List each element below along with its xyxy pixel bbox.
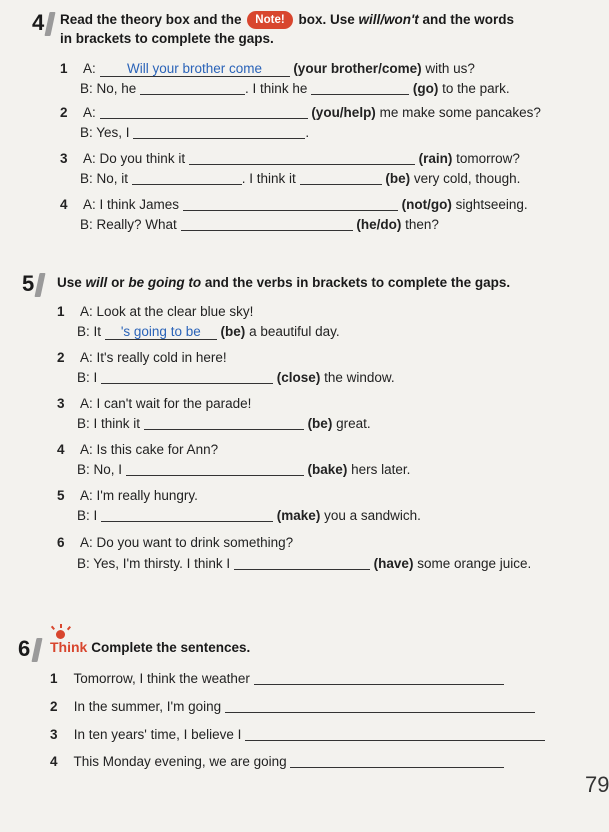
answer-gap[interactable]: 's going to be (105, 324, 217, 340)
ex6-item1 (50, 670, 504, 688)
item-number: 4 (50, 754, 58, 769)
item-number: 2 (57, 350, 65, 365)
answer-gap[interactable] (100, 105, 308, 119)
cue-text: (have) (373, 556, 414, 571)
instr-text: or (111, 275, 125, 290)
item-number: 2 (60, 105, 68, 120)
line-text: B: No, I (77, 462, 123, 477)
line-text: me make some pancakes? (379, 105, 541, 120)
line-text: A: Look at the clear blue sky! (80, 304, 254, 319)
line-text: some orange juice. (417, 556, 532, 571)
line-text: B: Yes, I'm thirsty. I think I (77, 556, 231, 571)
ex5-item4-line-b (77, 461, 410, 479)
ex4-item3-line-a (60, 150, 520, 168)
answer-gap[interactable] (245, 727, 545, 741)
item-number: 5 (57, 488, 65, 503)
line-text: A: Do you want to drink something? (80, 535, 294, 550)
answer-gap[interactable] (189, 151, 415, 165)
line-text: A: (83, 61, 96, 76)
line-text: then? (405, 217, 439, 232)
answer-gap[interactable] (300, 171, 382, 185)
exercise-4-number: 4 (32, 10, 45, 35)
cue-text: (be) (220, 324, 246, 339)
item-number: 2 (50, 699, 58, 714)
exercise-4-bar (44, 12, 55, 36)
cue-text: (your brother/come) (293, 61, 422, 76)
line-text: B: It (77, 324, 102, 339)
bulb-ray (51, 626, 55, 630)
cue-text: (be) (307, 416, 333, 431)
cue-text: (close) (276, 370, 321, 385)
answer-gap[interactable] (183, 197, 398, 211)
ex5-item6-line-a (57, 534, 293, 552)
item-number: 3 (50, 727, 58, 742)
line-text: In ten years' time, I believe I (73, 727, 242, 742)
ex5-item6-line-b (77, 555, 531, 573)
ex5-item5-line-a (57, 487, 198, 505)
item-number: 3 (57, 396, 65, 411)
instr-emphasis: be going to (128, 275, 202, 290)
ex5-item4-line-a (57, 441, 218, 459)
exercise-6-instructions (50, 638, 550, 657)
instr-text: and the words (422, 12, 514, 27)
line-text: A: I think James (83, 197, 180, 212)
instr-text: Read the theory box and the (60, 12, 242, 27)
instr-text: in brackets to complete the gaps. (60, 31, 274, 46)
answer-gap[interactable] (140, 81, 245, 95)
item-number: 4 (57, 442, 65, 457)
answer-gap[interactable] (234, 556, 370, 570)
line-text: sightseeing. (455, 197, 528, 212)
exercise-5-bar (34, 273, 45, 297)
answer-gap[interactable] (144, 416, 304, 430)
ex5-item1-line-b (77, 323, 340, 341)
exercise-4-instructions (60, 10, 590, 48)
line-text: with us? (425, 61, 475, 76)
ex5-item1-line-a (57, 303, 253, 321)
exercise-6-number: 6 (18, 636, 31, 661)
line-text: B: Really? What (80, 217, 177, 232)
ex5-item5-line-b (77, 507, 421, 525)
instr-text: and the verbs in brackets to complete the gaps. (204, 275, 511, 290)
line-text: B: I think it (77, 416, 141, 431)
answer-gap[interactable] (311, 81, 409, 95)
line-text: great. (336, 416, 371, 431)
ex5-item3-line-b (77, 415, 371, 433)
answer-gap[interactable] (101, 508, 273, 522)
line-text: the window. (324, 370, 395, 385)
line-text: B: Yes, I (80, 125, 130, 140)
exercise-5-instructions (57, 273, 597, 292)
answer-gap[interactable] (290, 754, 504, 768)
answer-gap[interactable] (101, 370, 273, 384)
answer-gap[interactable] (225, 699, 535, 713)
ex6-item4 (50, 753, 504, 771)
line-text: tomorrow? (456, 151, 520, 166)
line-text: A: I can't wait for the parade! (80, 396, 252, 411)
answer-gap[interactable] (133, 125, 305, 139)
line-text: A: I'm really hungry. (80, 488, 198, 503)
bulb-ray (60, 624, 62, 628)
ex5-item2-line-b (77, 369, 395, 387)
think-logo (50, 639, 91, 655)
instr-text: box. Use (298, 12, 355, 27)
cue-text: (go) (412, 81, 439, 96)
line-text: . (305, 125, 310, 140)
answer-gap[interactable] (126, 462, 304, 476)
instr-text: Use (57, 275, 82, 290)
ex4-item3-line-b (80, 170, 520, 188)
cue-text: (be) (385, 171, 411, 186)
exercise-5-number: 5 (22, 271, 35, 296)
instr-emphasis: will/won't (358, 12, 419, 27)
ex4-item2-line-a (60, 104, 541, 122)
item-number: 1 (57, 304, 65, 319)
cue-text: (he/do) (356, 217, 402, 232)
line-text: a beautiful day. (249, 324, 340, 339)
lightbulb-icon (56, 630, 65, 639)
note-badge: Note! (247, 11, 292, 29)
line-text: In the summer, I'm going (73, 699, 222, 714)
line-text: B: No, he (80, 81, 137, 96)
line-text: hers later. (351, 462, 411, 477)
instr-text: Complete the sentences. (91, 640, 251, 655)
item-number: 4 (60, 197, 68, 212)
cue-text: (make) (276, 508, 321, 523)
cue-text: (not/go) (401, 197, 452, 212)
line-text: B: I (77, 508, 98, 523)
line-text: very cold, though. (413, 171, 521, 186)
line-text: A: It's really cold in here! (80, 350, 227, 365)
answer-gap[interactable] (132, 171, 242, 185)
ex4-item4-line-b (80, 216, 439, 234)
item-number: 6 (57, 535, 65, 550)
think-logo-text: Think (50, 639, 88, 655)
page-number: 79 (585, 772, 609, 797)
line-text: A: (83, 105, 96, 120)
ex4-item4-line-a (60, 196, 528, 214)
item-number: 1 (60, 61, 68, 76)
ex4-item1-line-b (80, 80, 510, 98)
line-text: This Monday evening, we are going (73, 754, 287, 769)
answer-gap[interactable]: Will your brother come (100, 61, 290, 77)
ex5-item3-line-a (57, 395, 251, 413)
line-text: Tomorrow, I think the weather (73, 671, 250, 686)
line-text: B: I (77, 370, 98, 385)
line-text: A: Is this cake for Ann? (80, 442, 219, 457)
item-number: 3 (60, 151, 68, 166)
line-text: you a sandwich. (324, 508, 421, 523)
line-text: to the park. (442, 81, 510, 96)
answer-gap[interactable] (254, 671, 504, 685)
ex4-item2-line-b (80, 124, 309, 142)
line-text: A: Do you think it (83, 151, 186, 166)
ex6-item3 (50, 726, 545, 744)
line-text: . I think he (245, 81, 308, 96)
cue-text: (you/help) (311, 105, 376, 120)
instr-emphasis: will (85, 275, 108, 290)
line-text: . I think it (241, 171, 296, 186)
cue-text: (bake) (307, 462, 348, 477)
line-text: B: No, it (80, 171, 129, 186)
item-number: 1 (50, 671, 58, 686)
ex6-item2 (50, 698, 535, 716)
exercise-6-bar (31, 638, 42, 662)
answer-gap[interactable] (181, 217, 353, 231)
bulb-ray (67, 626, 71, 630)
ex5-item2-line-a (57, 349, 227, 367)
ex4-item1-line-a (60, 60, 475, 78)
cue-text: (rain) (418, 151, 453, 166)
